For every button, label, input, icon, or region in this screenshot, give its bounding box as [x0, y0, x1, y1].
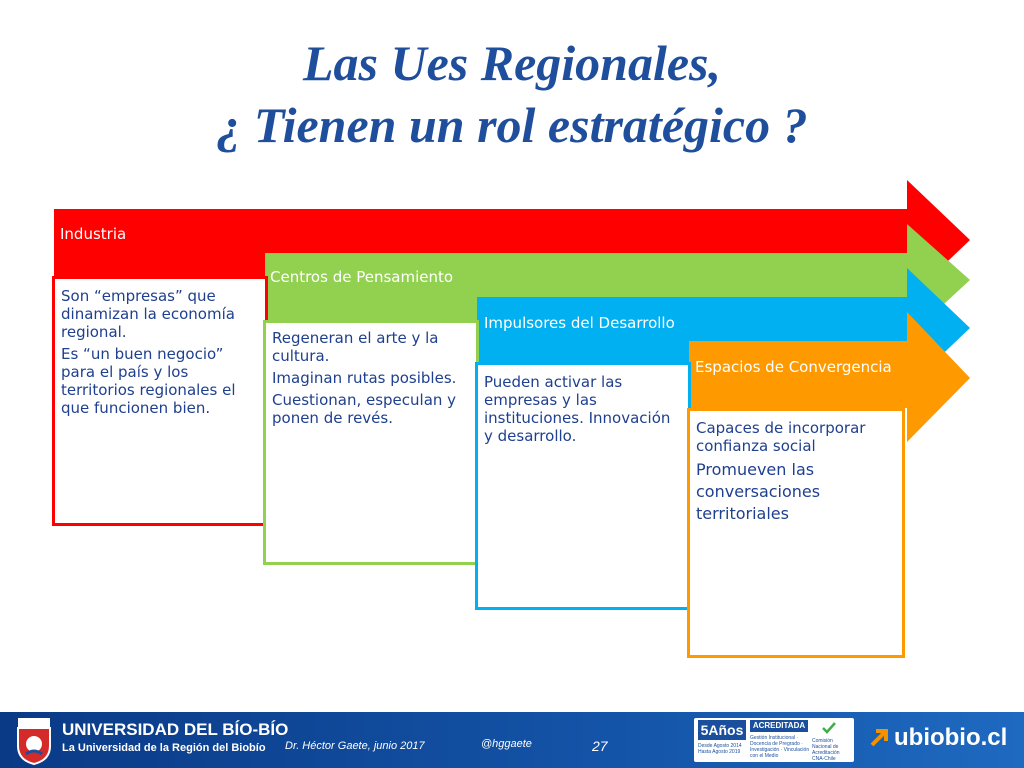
ubiobio-arrow-icon: [870, 727, 890, 747]
slide-title-line2: ¿ Tienen un rol estratégico ?: [216, 97, 808, 153]
university-name: UNIVERSIDAD DEL BÍO-BÍO: [62, 720, 289, 739]
centros-box: [263, 320, 479, 565]
university-subtitle: La Universidad de la Región del Biobío: [62, 742, 266, 754]
slide-title-line1: Las Ues Regionales,: [302, 35, 722, 91]
espacios-item-2: Promueven las conversaciones territoriales: [696, 460, 821, 523]
accreditation-commission: Comisión Nacional de Acreditación CNA-Chile: [812, 738, 840, 762]
footer-handle: @hggaete: [481, 738, 532, 750]
industria-item-1: Son “empresas” que dinamizan la economía regional.: [61, 287, 235, 341]
cna-check-icon: [822, 722, 836, 734]
accreditation-years: 5Años: [698, 720, 746, 740]
impulsores-box: [475, 362, 691, 610]
university-crest-icon: [14, 716, 54, 766]
centros-item-2: Imaginan rutas posibles.: [272, 369, 457, 387]
arrow-label-centros: Centros de Pensamiento: [270, 268, 454, 286]
footer-author: Dr. Héctor Gaete, junio 2017: [285, 740, 425, 752]
accreditation-badge: [694, 718, 854, 762]
centros-item-1: Regeneran el arte y la cultura.: [272, 329, 439, 365]
arrow-label-espacios: Espacios de Convergencia: [695, 358, 892, 376]
centros-item-3: Cuestionan, especulan y ponen de revés.: [272, 391, 457, 427]
industria-box: [52, 276, 268, 526]
footer-bar: [0, 712, 1024, 768]
arrow-label-impulsores: Impulsores del Desarrollo: [484, 314, 675, 332]
espacios-item-1: Capaces de incorporar confianza social: [696, 419, 866, 455]
ubiobio-logo: [870, 724, 1007, 752]
impulsores-item-1: Pueden activar las empresas y las instituciones. Innovación y desarrollo.: [484, 373, 671, 445]
accreditation-label: ACREDITADA: [750, 720, 808, 732]
page-number: 27: [592, 738, 608, 754]
industria-item-2: Es “un buen negocio” para el país y los territorios regionales el que funcionen bien.: [61, 345, 236, 417]
ubiobio-logo-text: ubiobio.cl: [894, 724, 1008, 751]
arrow-label-industria: Industria: [60, 225, 127, 243]
espacios-box: [687, 408, 905, 658]
accreditation-dates: Desde Agosto 2014 Hasta Agosto 2019: [698, 743, 742, 755]
accreditation-areas: Gestión Institucional · Docencia de Pregrado · Investigación · Vinculación con el Medio: [750, 735, 810, 759]
